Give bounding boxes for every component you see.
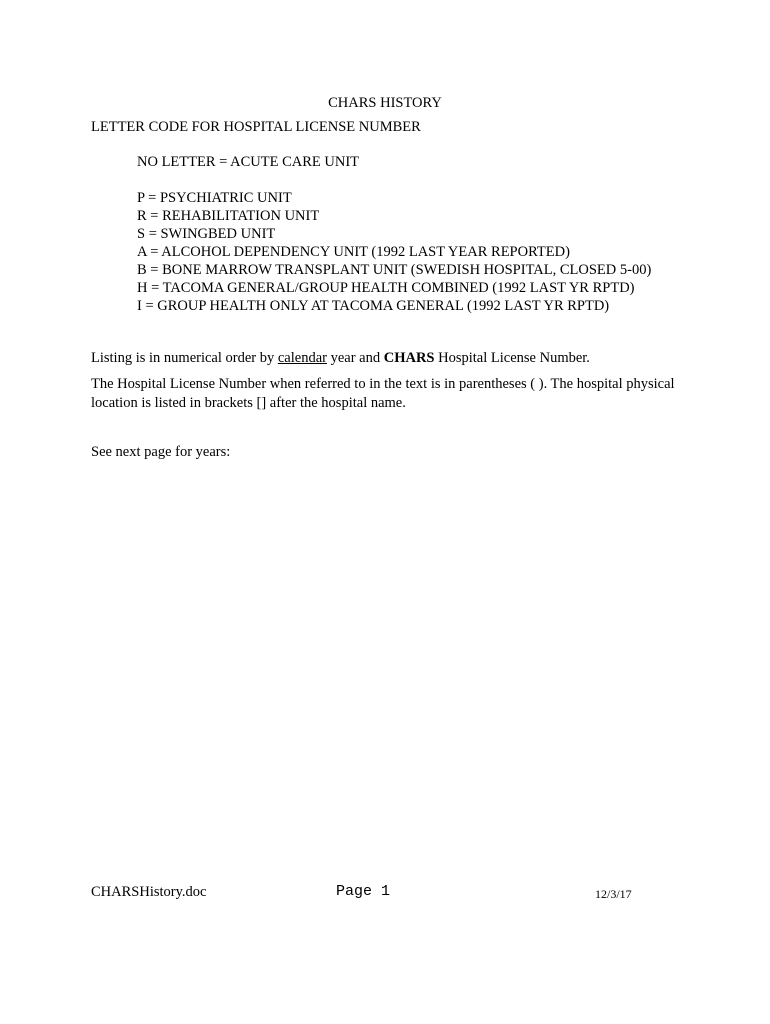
code-item: B = BONE MARROW TRANSPLANT UNIT (SWEDISH HOSPITAL, CLOSED 5-00) [137,262,652,278]
listing-paragraph [91,349,691,368]
code-item: A = ALCOHOL DEPENDENCY UNIT (1992 LAST YEAR REPORTED) [137,244,570,260]
code-item: S = SWINGBED UNIT [137,226,276,242]
footer-page-number: Page 1 [336,883,391,900]
footer-date: 12/3/17 [595,887,632,901]
document-subtitle: LETTER CODE FOR HOSPITAL LICENSE NUMBER [91,119,421,135]
license-number-paragraph: The Hospital License Number when referred to in the text is in parentheses ( ). The hospital physical location is listed in brackets [] after the hospital name. [91,376,675,411]
code-item: P = PSYCHIATRIC UNIT [137,190,292,206]
no-letter-line [137,153,359,171]
listing-text-2: year and [326,350,384,366]
listing-text-3: Hospital License Number. [434,350,590,366]
listing-underlined-word: calendar [277,350,327,366]
code-item: H = TACOMA GENERAL/GROUP HEALTH COMBINED (1992 LAST YR RPTD) [137,280,635,296]
document-title: CHARS HISTORY [328,95,442,111]
listing-text-1: Listing is in numerical order by [91,350,278,366]
code-list [137,189,651,315]
next-page-paragraph: See next page for years: [91,444,231,460]
code-item: R = REHABILITATION UNIT [137,208,320,224]
no-letter-text: NO LETTER = ACUTE CARE UNIT [137,154,360,170]
code-item: I = GROUP HEALTH ONLY AT TACOMA GENERAL (1992 LAST YR RPTD) [137,298,610,314]
footer-filename: CHARSHistory.doc [91,884,207,900]
listing-bold-word: CHARS [383,350,435,366]
